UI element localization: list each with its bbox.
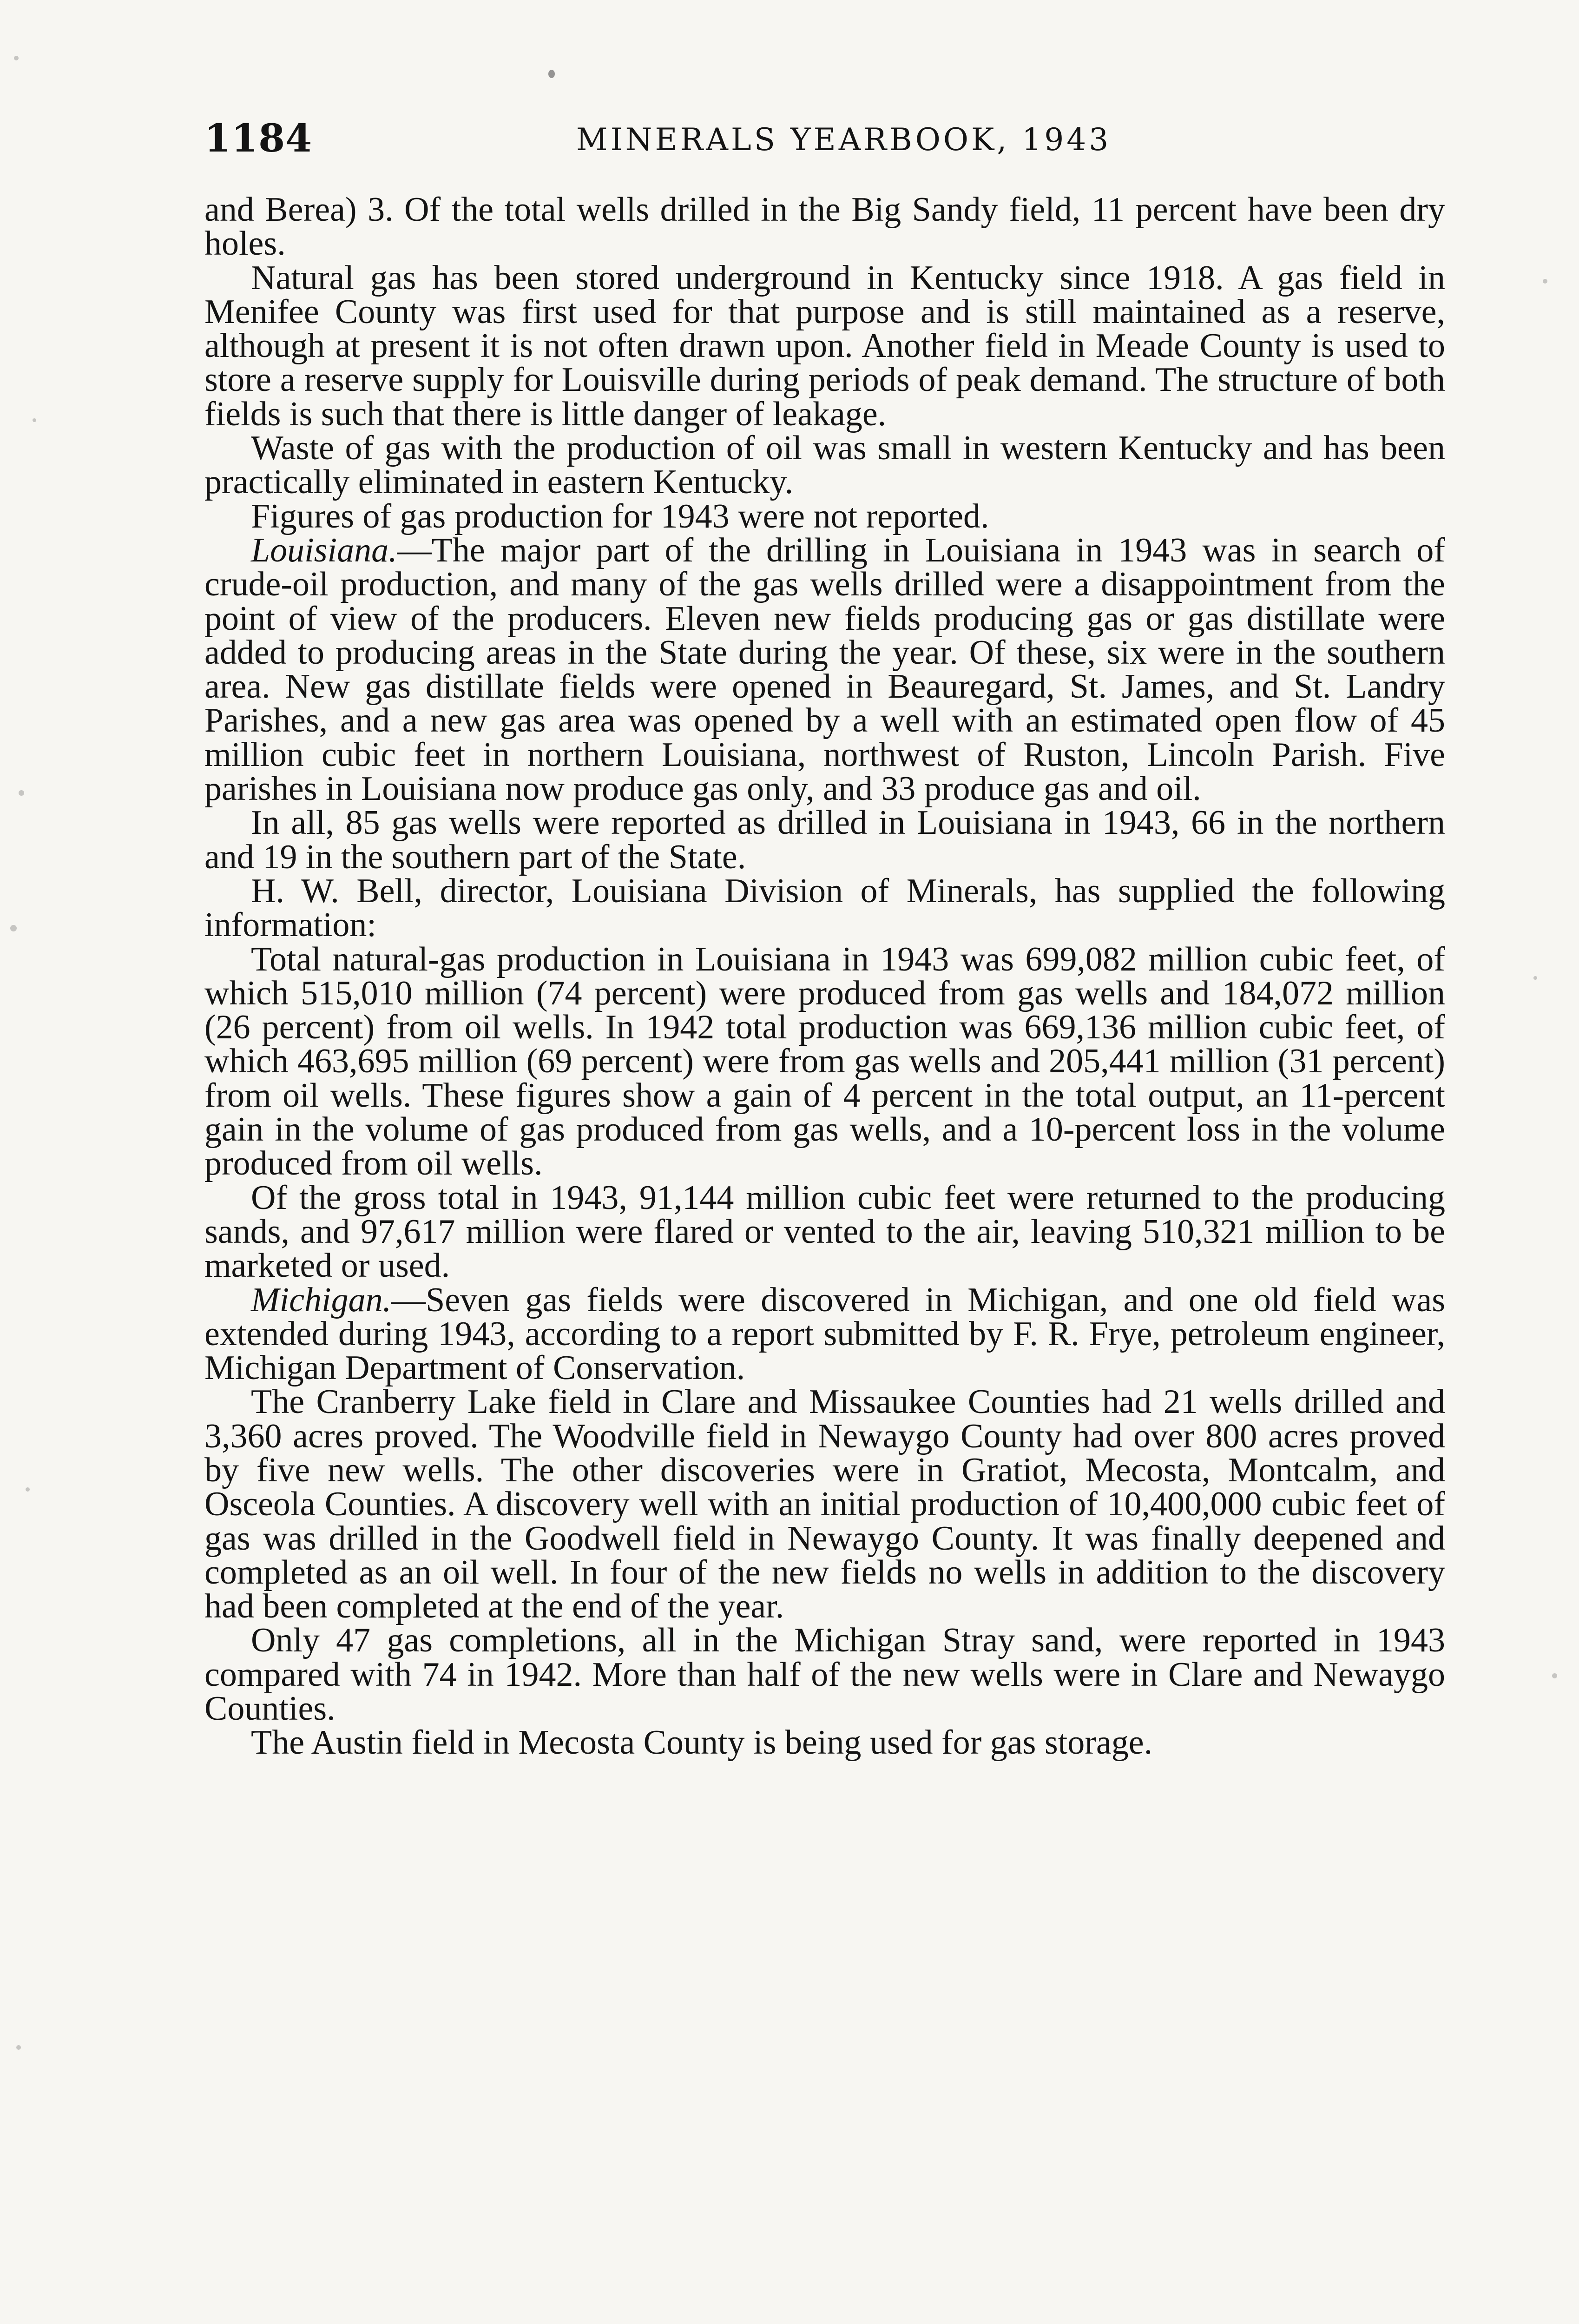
paragraph-text: and Berea) 3. Of the total wells drilled in the Big Sandy field, 11 percent have been dry holes. [204, 191, 1445, 263]
paragraph [204, 193, 1445, 261]
paragraph [204, 258, 1445, 433]
paragraph-text: —Seven gas fields were discovered in Michigan, and one old field was extended during 1943, according to a report submitted by F. R. Frye, petroleum engineer, Michigan Department of Conservation. [204, 1281, 1445, 1387]
paragraph-text: H. W. Bell, director, Louisiana Division of Minerals, has supplied the following information: [204, 872, 1445, 944]
paragraph-text: Natural gas has been stored underground in Kentucky since 1918. A gas field in Menifee County was first used for that purpose and is still maintained as a reserve, although at present it is not often drawn upon. Another field in Meade County is used to store a reserve supply for Louisville during periods of peak demand. The structure of both fields is such that there is little danger of leakage. [204, 258, 1445, 433]
paragraph-text: Only 47 gas completions, all in the Michigan Stray sand, were reported in 1943 compared with 74 in 1942. More than half of the new wells were in Clare and Newaygo Counties. [204, 1621, 1445, 1728]
paragraph-text: In all, 85 gas wells were reported as drilled in Louisiana in 1943, 66 in the northern and 19 in the southern part of the State. [204, 804, 1445, 876]
page-number: 1184 [204, 116, 313, 161]
paragraph [204, 1178, 1445, 1285]
paragraph-text: Waste of gas with the production of oil was small in western Kentucky and has been practically eliminated in eastern Kentucky. [204, 429, 1445, 502]
section-lead-michigan: Michigan. [251, 1281, 392, 1319]
paragraph [204, 806, 1445, 874]
running-title: MINERALS YEARBOOK, 1943 [576, 122, 1112, 158]
paragraph-text: The Austin field in Mecosta County is being used for gas storage. [251, 1723, 1153, 1762]
body-text [204, 193, 1445, 1760]
paragraph [204, 1283, 1445, 1386]
page-header [204, 116, 1454, 167]
paragraph [204, 874, 1445, 943]
paragraph [204, 497, 1445, 535]
paragraph [204, 940, 1445, 1183]
paragraph-text: Figures of gas production for 1943 were not reported. [251, 497, 989, 535]
paragraph-text: Of the gross total in 1943, 91,144 million cubic feet were returned to the producing sands, and 97,617 million were flared or vented to the air, leaving 510,321 million to be marketed or used. [204, 1178, 1445, 1285]
paragraph [204, 1621, 1445, 1728]
paragraph-text: —The major part of the drilling in Louisiana in 1943 was in search of crude-oil production, and many of the gas wells drilled were a disappointment from the point of view of the producers. Eleven new fields producing gas or gas distillate were added to producing areas in the State during the year. Of these, six were in the southern area. New gas distillate fields were opened in Beauregard, St. James, and St. Landry Parishes, and a new gas area was opened by a well with an estimated open flow of 45 million cubic feet in northern Louisiana, northwest of Ruston, Lincoln Parish. Five parishes in Louisiana now produce gas only, and 33 produce gas and oil. [204, 531, 1445, 808]
paragraph-text: The Cranberry Lake field in Clare and Missaukee Counties had 21 wells drilled and 3,360 acres proved. The Woodville field in Newaygo County had over 800 acres proved by five new wells. The other discoveries were in Gratiot, Mecosta, Montcalm, and Osceola Counties. A discovery well with an initial production of 10,400,000 cubic feet of gas was drilled in the Goodwell field in Newaygo County. It was finally deepened and completed as an oil well. In four of the new fields no wells in addition to the discovery had been completed at the end of the year. [204, 1383, 1445, 1626]
section-lead-louisiana: Louisiana. [251, 531, 397, 569]
paragraph [204, 531, 1445, 808]
paragraph [204, 431, 1445, 500]
paragraph [204, 1385, 1445, 1624]
paragraph [204, 1723, 1445, 1762]
paragraph-text: Total natural-gas production in Louisiana in 1943 was 699,082 million cubic feet, of which 515,010 million (74 percent) were produced from gas wells and 184,072 million (26 percent) from oil wells. In 1942 total production was 669,136 million cubic feet, of which 463,695 million (69 percent) were from gas wells and 205,441 million (31 percent) from oil wells. These figures show a gain of 4 percent in the total output, an 11-percent gain in the volume of gas produced from gas wells, and a 10-percent loss in the volume produced from oil wells. [204, 940, 1445, 1183]
